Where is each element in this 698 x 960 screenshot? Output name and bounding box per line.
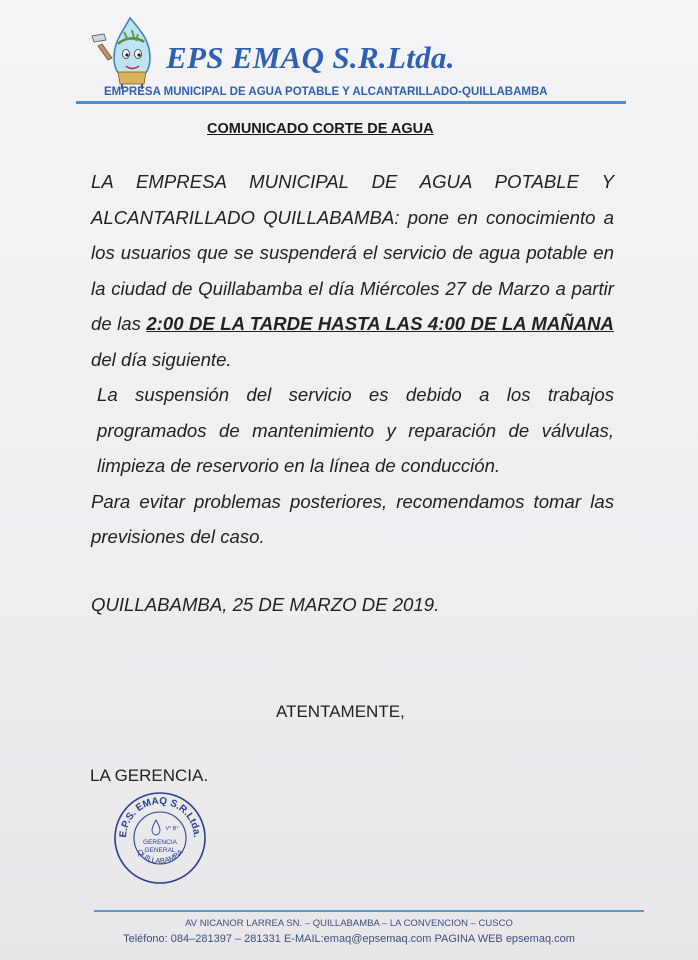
- header-divider: [76, 101, 626, 104]
- stamp-vobo: V° B°: [165, 826, 179, 832]
- brand-name: EPS EMAQ S.R.Ltda.: [166, 40, 455, 75]
- signatory: LA GERENCIA.: [90, 766, 209, 785]
- notice-paragraph-3: Para evitar problemas posteriores, recomendamos tomar las previsiones del caso.: [91, 490, 614, 547]
- company-subtitle: EMPRESA MUNICIPAL DE AGUA POTABLE Y ALCANTARILLADO-QUILLABAMBA: [104, 86, 548, 98]
- stamp-gerencia: GERENCIA: [143, 839, 177, 846]
- schedule-highlight: 2:00 DE LA TARDE HASTA LAS 4:00 DE LA MAÑANA: [146, 313, 614, 334]
- date-line: QUILLABAMBA, 25 DE MARZO DE 2019.: [91, 594, 440, 615]
- notice-paragraph-2: La suspensión del servicio es debido a los trabajos programados de mantenimiento y reparación de válvulas, limpieza de reservorio en la línea de conducción.: [97, 384, 614, 476]
- water-drop-mascot-icon: [84, 14, 162, 90]
- stamp-bottom-text: QUILLABAMBA: [135, 847, 185, 866]
- paragraph-1-end: del día siguiente.: [91, 348, 232, 370]
- stamp-ring-text: E.P.S. EMAQ S.R.Ltda.: [117, 795, 203, 839]
- paragraph-1-text: LA EMPRESA MUNICIPAL DE AGUA POTABLE Y ALCANTARILLADO QUILLABAMBA: pone en conocimiento a los usuarios que se suspenderá el servicio de agua potable en la ciudad de Quillabamba el día Miércoles 27 de Marzo a partir de las: [91, 171, 614, 334]
- footer-contact: Teléfono: 084–281397 – 281331 E-MAIL:emaq@epsemaq.com PAGINA WEB epsemaq.com: [123, 933, 575, 945]
- footer-divider: [94, 910, 644, 912]
- notice-body: [91, 164, 614, 555]
- closing-salutation: ATENTAMENTE,: [276, 702, 405, 721]
- stamp-general: GENERAL: [144, 847, 176, 854]
- notice-paragraph-1: [91, 164, 614, 377]
- official-seal-icon: [112, 790, 208, 886]
- document-title: COMUNICADO CORTE DE AGUA: [207, 121, 434, 137]
- footer-address: AV NICANOR LARREA SN. – QUILLABAMBA – LA CONVENCION – CUSCO: [185, 918, 513, 929]
